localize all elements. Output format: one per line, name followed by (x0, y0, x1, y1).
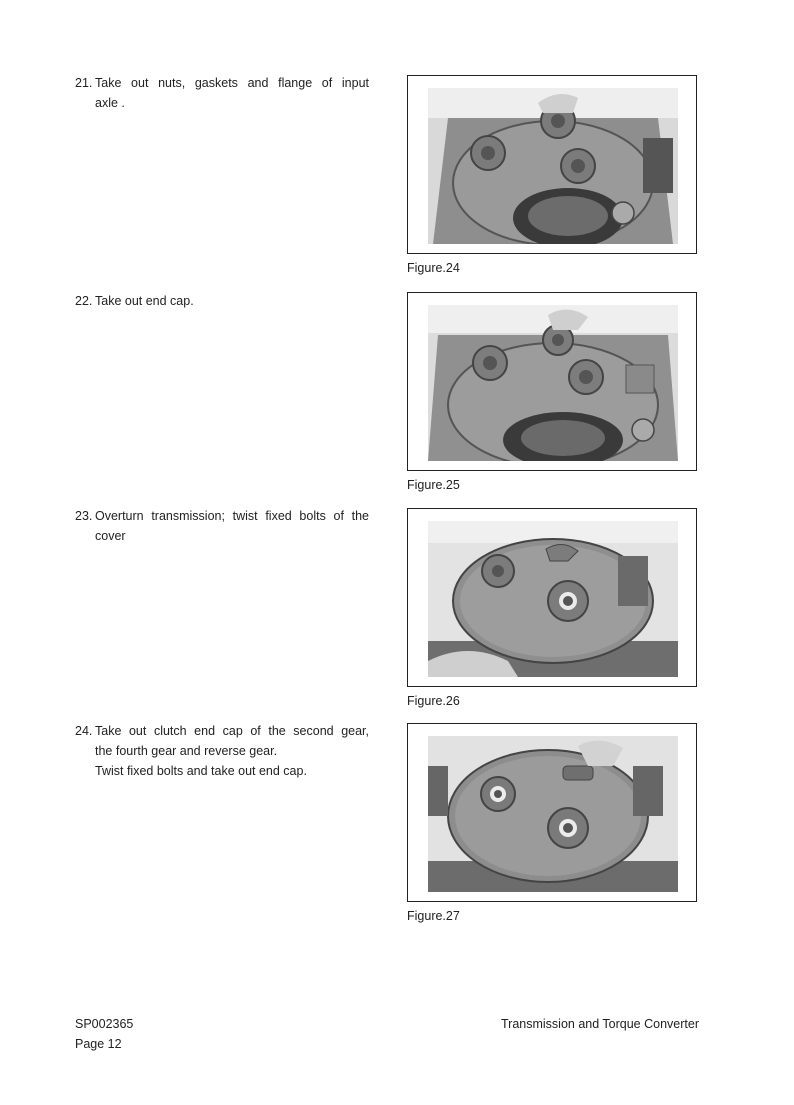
figure-27-frame (407, 723, 697, 902)
figure-25-photo (428, 305, 678, 461)
step-number: 22. (75, 294, 93, 308)
step-23 (75, 506, 369, 546)
step-24 (75, 721, 369, 781)
figure-24-caption: Figure.24 (407, 261, 460, 275)
step-text: Take out clutch end cap of the second gear, (95, 724, 369, 738)
step-text: Take out nuts, gaskets and flange of input (95, 76, 369, 90)
figure-26-caption: Figure.26 (407, 694, 460, 708)
figure-26-photo (428, 521, 678, 677)
figure-25-caption: Figure.25 (407, 478, 460, 492)
figure-24-photo (428, 88, 678, 244)
figure-27-photo (428, 736, 678, 892)
step-text-cont: Twist fixed bolts and take out end cap. (95, 764, 307, 778)
figure-27-caption: Figure.27 (407, 909, 460, 923)
footer-page-number: Page 12 (75, 1037, 122, 1051)
step-text-cont: cover (95, 529, 126, 543)
step-number: 23. (75, 509, 93, 523)
figure-25-frame (407, 292, 697, 471)
step-number: 21. (75, 76, 93, 90)
footer-doc-id: SP002365 (75, 1017, 134, 1031)
step-text: Overturn transmission; twist fixed bolts of the (95, 509, 369, 523)
footer-title: Transmission and Torque Converter (500, 1017, 699, 1031)
step-21 (75, 73, 369, 113)
step-text-cont: the fourth gear and reverse gear. (95, 744, 278, 758)
step-number: 24. (75, 724, 93, 738)
figure-24-frame (407, 75, 697, 254)
step-text: Take out end cap. (95, 294, 194, 308)
step-22 (75, 291, 369, 311)
step-text-cont: axle . (95, 96, 125, 110)
figure-26-frame (407, 508, 697, 687)
